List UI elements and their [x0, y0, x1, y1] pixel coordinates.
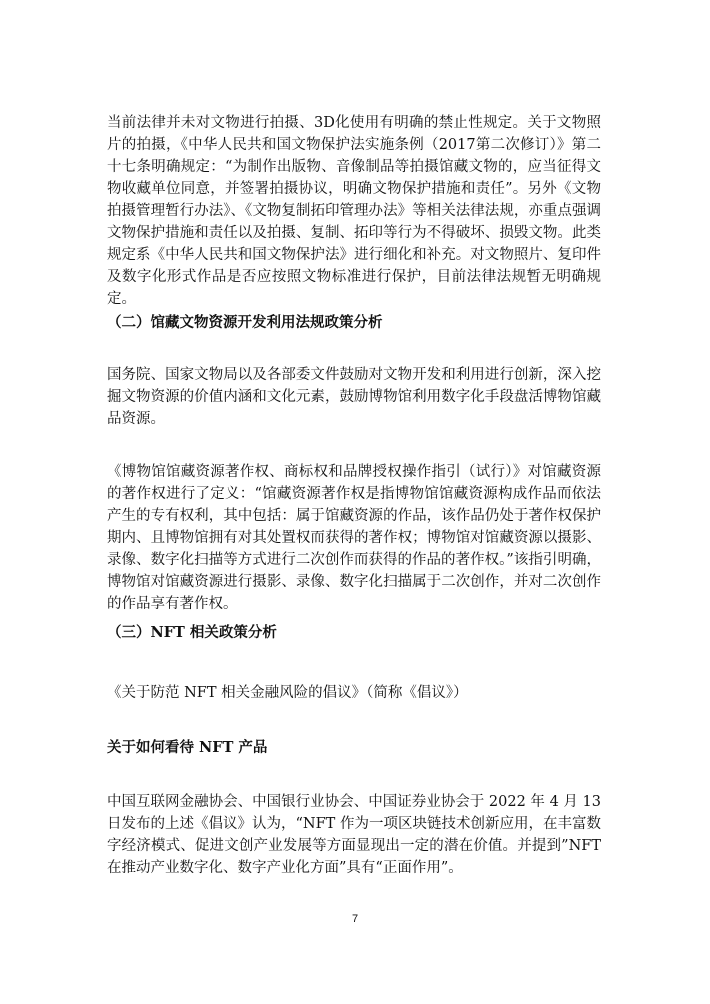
paragraph-nft-initiative-title: 《关于防范 NFT 相关金融风险的倡议》（简称《倡议》） — [107, 685, 468, 701]
paragraph-nft-initiative-content: 中国互联网金融协会、中国银行业协会、中国证券业协会于 2022 年 4 月 13 日发布的上述《倡议》认为，“NFT 作为一项区块链技术创新应用，在丰富数字经济模式、促进文创产业发展等方面显现出一定的潜在价值。并提到”NFT 在推动产业数字化、数字产业化方面”具有“正面作用”。 — [107, 794, 601, 876]
section-heading-collection-resources: （二）馆藏文物资源开发利用法规政策分析 — [107, 314, 383, 331]
section-heading-nft-policy: （三）NFT 相关政策分析 — [107, 624, 277, 641]
paragraph-copyright-guideline: 《博物馆馆藏资源著作权、商标权和品牌授权操作指引（试行）》对馆藏资源的著作权进行了定义：“馆藏资源著作权是指博物馆馆藏资源构成作品而依法产生的专有权利，其中包括：属于馆藏资源的作品，该作品仍处于著作权保护期内、且博物馆拥有对其处置权而获得的著作权；博物馆对馆藏资源以摄影、录像、数字化扫描等方式进行二次创作而获得的作品的著作权。”该指引明确，博物馆对馆藏资源进行摄影、录像、数字化扫描属于二次创作，并对二次创作的作品享有著作权。 — [107, 464, 601, 612]
subheading-nft-products: 关于如何看待 NFT 产品 — [107, 739, 268, 756]
page-number: 7 — [351, 913, 359, 925]
paragraph-state-council-policy: 国务院、国家文物局以及各部委文件鼓励对文物开发和利用进行创新，深入挖掘文物资源的价值内涵和文化元素，鼓励博物馆利用数字化手段盘活博物馆藏品资源。 — [107, 367, 601, 427]
paragraph-cultural-relic-law: 当前法律并未对文物进行拍摄、3D化使用有明确的禁止性规定。关于文物照片的拍摄，《中华人民共和国文物保护法实施条例（2017第二次修订）》第二十七条明确规定：“为制作出版物、音像制品等拍摄馆藏文物的，应当征得文物收藏单位同意，并签署拍摄协议，明确文物保护措施和责任”。另外《文物拍摄管理暂行办法》、《文物复制拓印管理办法》等相关法律法规，亦重点强调文物保护措施和责任以及拍摄、复制、拓印等行为不得破坏、损毁文物。此类规定系《中华人民共和国文物保护法》进行细化和补充。对文物照片、复印件及数字化形式作品是否应按照文物标准进行保护，目前法律法规暂无明确规定。 — [107, 115, 601, 307]
